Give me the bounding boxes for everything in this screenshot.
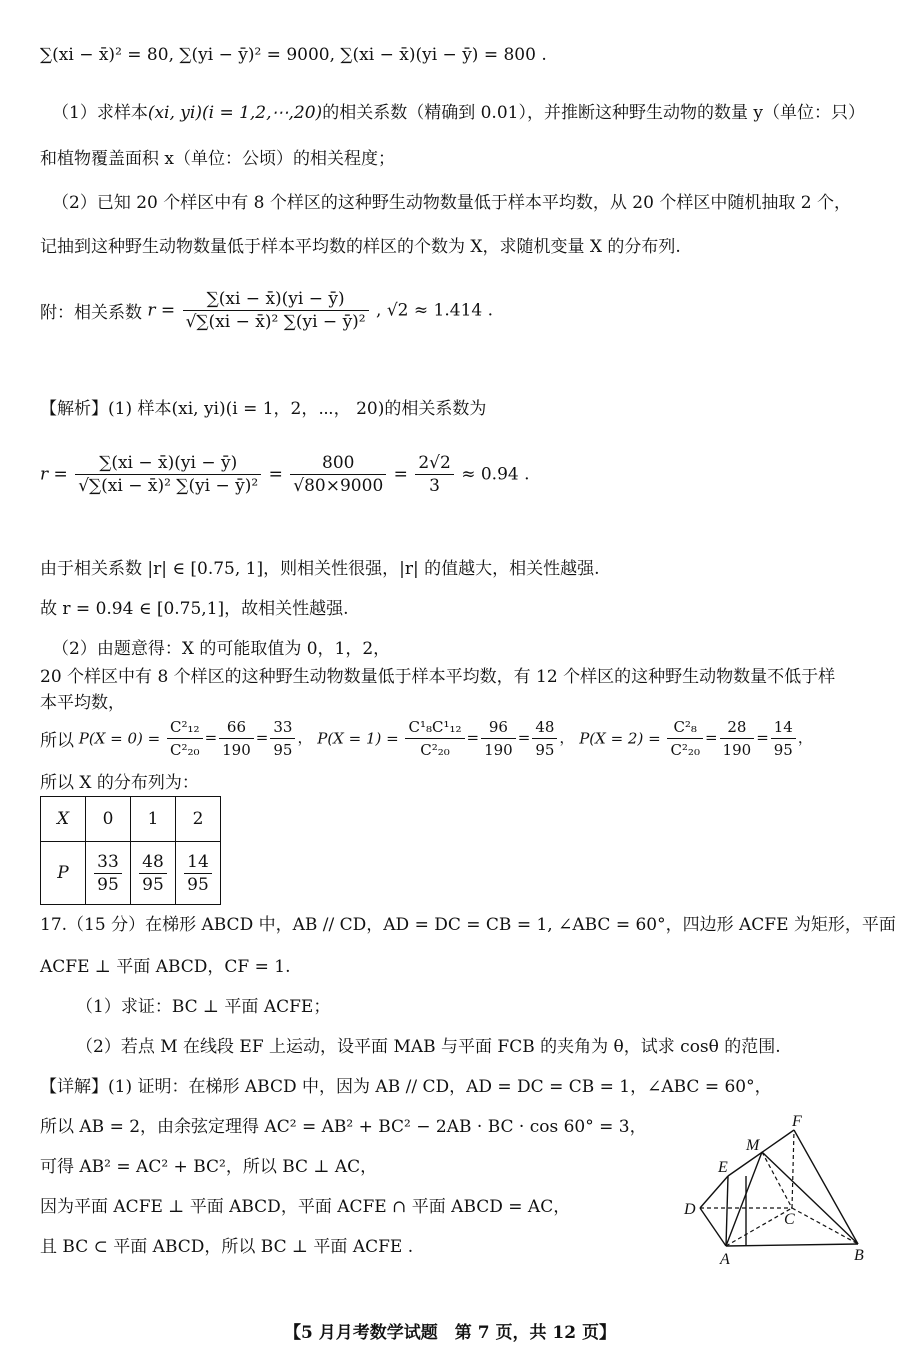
p1-lhs: P(X = 1) =: [317, 729, 399, 748]
solution-denominator-1: √∑(xi − x̄)² ∑(yi − ȳ)²: [75, 474, 261, 497]
solution-r: r =: [40, 464, 68, 485]
problem-17-line-2: ACFE ⊥ 平面 ABCD，CF = 1.: [40, 957, 291, 977]
solution-line-2: 由于相关系数 |r| ∈ [0.75, 1]，则相关性很强，|r| 的值越大，相关性越强.: [40, 559, 600, 579]
table-cell: [176, 842, 221, 905]
label-C: C: [784, 1211, 795, 1228]
solution-denominator-3: 3: [415, 474, 453, 497]
p0-d1: C²₂₀: [167, 738, 203, 761]
p2-d2: 190: [720, 738, 755, 761]
detail-line-2: 所以 AB = 2，由余弦定理得 AC² = AB² + BC² − 2AB · BC · cos 60° = 3，: [40, 1117, 647, 1137]
page-footer: 【5 月月考数学试题 第 7 页，共 12 页】: [284, 1323, 616, 1343]
question-1-line-2: 和植物覆盖面积 x（单位：公顷）的相关程度；: [40, 149, 395, 169]
solution-r-formula: [40, 452, 870, 497]
p2-d3: 95: [771, 738, 796, 761]
p2-n3: 14: [773, 718, 793, 736]
table-header-cell: 2: [176, 797, 221, 842]
appendix-fraction: [183, 288, 369, 333]
p0-frac-1: [167, 716, 203, 761]
q1-text-d: y（单位：只）: [753, 103, 865, 123]
p1-n2: 96: [488, 718, 508, 736]
detail-line-4: 因为平面 ACFE ⊥ 平面 ABCD，平面 ACFE ∩ 平面 ABCD = AC，: [40, 1197, 571, 1217]
table-row: [41, 797, 221, 842]
p2-lhs: P(X = 2) =: [579, 729, 661, 748]
p0-n2: 66: [226, 718, 246, 736]
label-D: D: [684, 1201, 696, 1218]
p1-n1: C¹₈C¹₁₂: [408, 718, 462, 736]
p0-frac-3: [270, 716, 295, 761]
p2-d1: C²₂₀: [667, 738, 703, 761]
p0-n1: C²₁₂: [170, 718, 200, 736]
problem-17-question-2: （2）若点 M 在线段 EF 上运动，设平面 MAB 与平面 FCB 的夹角为 θ，试求 cosθ 的范围.: [76, 1037, 781, 1057]
cell-den: 95: [184, 873, 212, 896]
problem-17-line-1: 17.（15 分）在梯形 ABCD 中，AB // CD，AD = DC = CB = 1, ∠ABC = 60°，四边形 ACFE 为矩形，平面: [40, 915, 896, 935]
label-A: A: [720, 1251, 730, 1268]
p1-frac-3: [532, 716, 557, 761]
question-2-line-1: （2）已知 20 个样区中有 8 个样区的这种野生动物数量低于样本平均数，从 20 个样区中随机抽取 2 个，: [52, 193, 851, 213]
p1-d3: 95: [532, 738, 557, 761]
p1-d2: 190: [481, 738, 516, 761]
solution-2-line-3: 本平均数，: [40, 693, 125, 713]
label-B: B: [854, 1247, 864, 1264]
p1-frac-1: [405, 716, 464, 761]
cell-num: 33: [97, 851, 119, 872]
cell-den: 95: [94, 873, 122, 896]
distribution-intro: 所以 X 的分布列为：: [40, 773, 199, 793]
p0-lhs: P(X = 0) =: [78, 729, 161, 748]
table-row: [41, 842, 221, 905]
cell-num: 48: [142, 851, 164, 872]
solution-line-3: 故 r = 0.94 ∈ [0.75,1]，故相关性越强.: [40, 599, 349, 619]
appendix-formula: [40, 288, 870, 333]
table-row-label: P: [41, 842, 86, 905]
solution-tail: ≈ 0.94 .: [461, 464, 530, 485]
q1-sample: (xi, yi)(i = 1,2,⋯,20): [147, 103, 323, 123]
solution-header: 【解析】(1) 样本(xi, yi)(i = 1，2，⋯， 20)的相关系数为: [40, 399, 487, 419]
solution-equals-2: =: [393, 464, 408, 485]
table-header-cell: 1: [131, 797, 176, 842]
probabilities-prefix: 所以: [40, 731, 74, 751]
probabilities-line: 所以 P(X = 0) = $\frac{\text{C²₁₂}}{\text{C²₂₀}}$ = $\frac{66}{190}$ = $\frac{33}{95}$ ， P(X = 1) = $\frac{\text{C¹₈C¹₁₂}}{\text{C²₂₀}}$ = $\frac{96}{190}$ = $\frac{48}{95}$ ， P(X = 2) = $\frac{\text{C²₈}}{\text{C²₂₀}}$ = $\frac{28}{190}$ = $\frac{14}{95}$ ，: [40, 718, 813, 759]
q1-text-a: （1）求样本: [52, 103, 148, 123]
solution-fraction-2: [290, 452, 386, 497]
solution-fraction-1: [75, 452, 261, 497]
sums-line: ∑(xi − x̄)² = 80, ∑(yi − ȳ)² = 9000, ∑(xi − x̄)(yi − ȳ) = 800 .: [40, 45, 547, 65]
appendix-r: r =: [147, 300, 176, 321]
p2-n2: 28: [727, 718, 747, 736]
solution-2-line-1: （2）由题意得：X 的可能取值为 0，1，2，: [52, 639, 391, 659]
table-cell: [86, 842, 131, 905]
cell-num: 14: [187, 851, 209, 872]
appendix-label: 附：相关系数: [40, 303, 142, 323]
detail-line-5: 且 BC ⊂ 平面 ABCD，所以 BC ⊥ 平面 ACFE .: [40, 1237, 414, 1257]
solution-numerator-3: 2√2: [418, 453, 451, 473]
table-header-cell: 0: [86, 797, 131, 842]
p2-frac-2: [720, 716, 755, 761]
appendix-tail: , √2 ≈ 1.414 .: [376, 300, 494, 321]
table-cell: [131, 842, 176, 905]
label-F: F: [792, 1113, 802, 1130]
label-M: M: [746, 1137, 760, 1154]
solution-2-line-2: 20 个样区中有 8 个样区的这种野生动物数量低于样本平均数，有 12 个样区的这种野生动物数量不低于样: [40, 667, 836, 687]
solution-numerator-1: ∑(xi − x̄)(yi − ȳ): [99, 453, 238, 473]
solution-equals-1: =: [268, 464, 283, 485]
solution-numerator-2: 800: [322, 453, 355, 473]
label-E: E: [718, 1159, 728, 1176]
p0-d3: 95: [270, 738, 295, 761]
p0-d2: 190: [219, 738, 254, 761]
question-1-line-1: [52, 100, 870, 126]
detail-line-3: 可得 AB² = AC² + BC²，所以 BC ⊥ AC，: [40, 1157, 378, 1177]
detail-line-1: 【详解】(1) 证明：在梯形 ABCD 中，因为 AB // CD，AD = DC = CB = 1，∠ABC = 60°，: [40, 1077, 772, 1097]
solution-denominator-2: √80×9000: [290, 474, 386, 497]
distribution-table: [40, 796, 221, 905]
geometry-figure: [680, 1110, 880, 1270]
question-2-line-2: 记抽到这种野生动物数量低于样本平均数的样区的个数为 X，求随机变量 X 的分布列.: [40, 237, 681, 257]
p0-n3: 33: [273, 718, 293, 736]
solution-fraction-3: [415, 452, 453, 497]
p1-n3: 48: [535, 718, 555, 736]
q1-text-c: 的相关系数（精确到 0.01），并推断这种野生动物的数量: [322, 103, 748, 123]
appendix-numerator: ∑(xi − x̄)(yi − ȳ): [206, 289, 345, 309]
table-header-cell: X: [41, 797, 86, 842]
p2-frac-1: [667, 716, 703, 761]
cell-den: 95: [139, 873, 167, 896]
p2-frac-3: [771, 716, 796, 761]
p0-frac-2: [219, 716, 254, 761]
problem-17-question-1: （1）求证：BC ⊥ 平面 ACFE；: [76, 997, 331, 1017]
p2-n1: C²₈: [673, 718, 697, 736]
p1-frac-2: [481, 716, 516, 761]
p1-d1: C²₂₀: [405, 738, 464, 761]
appendix-denominator: √∑(xi − x̄)² ∑(yi − ȳ)²: [183, 310, 369, 333]
